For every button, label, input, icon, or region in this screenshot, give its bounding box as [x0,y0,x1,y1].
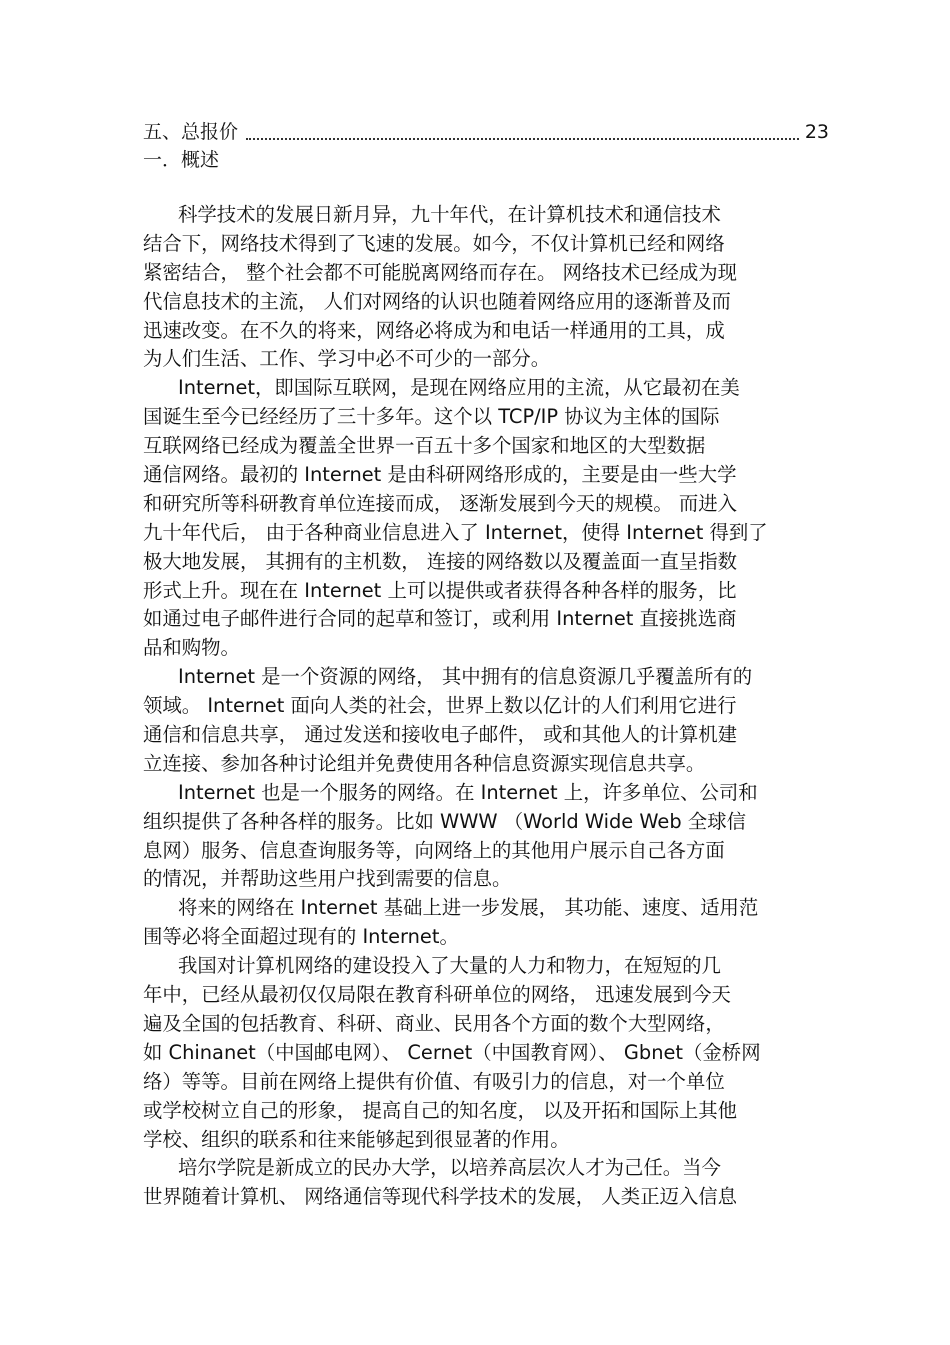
paragraph [143,1154,808,1212]
text-line: 年中，已经从最初仅仅局限在教育科研单位的网络， 迅速发展到今天 [143,983,731,1007]
text-line: 我国对计算机网络的建设投入了大量的人力和物力，在短短的几 [178,954,721,978]
text-line: 组织提供了各种各样的服务。比如 WWW （World Wide Web 全球信 [143,809,746,833]
text-line: 结合下，网络技术得到了飞速的发展。如今，不仅计算机已经和网络 [143,231,725,255]
paragraph [143,952,808,1154]
text-line: 互联网络已经成为覆盖全世界一百五十多个国家和地区的大型数据 [143,434,706,458]
text-line: 国诞生至今已经经历了三十多年。这个以 TCP/IP 协议为主体的国际 [143,405,720,429]
text-line: 为人们生活、工作、学习中必不可少的一部分。 [143,347,551,371]
text-line: 遍及全国的包括教育、科研、商业、民用各个方面的数个大型网络， [143,1011,725,1035]
text-line: 将来的网络在 Internet 基础上进一步发展， 其功能、速度、适用范 [178,896,759,920]
paragraph [143,894,808,952]
text-line: 迅速改变。在不久的将来，网络必将成为和电话一样通用的工具，成 [143,318,725,342]
text-line: Internet，即国际互联网，是现在网络应用的主流，从它最初在美 [178,376,740,400]
toc-entry-label: 五、总报价 [143,121,239,143]
paragraph [143,663,808,779]
section-heading: 一．概述 [143,149,220,171]
text-line: 形式上升。现在在 Internet 上可以提供或者获得各种各样的服务，比 [143,578,737,602]
text-line: 或学校树立自己的形象， 提高自己的知名度， 以及开拓和国际上其他 [143,1098,738,1122]
text-line: 九十年代后， 由于各种商业信息进入了 Internet，使得 Internet 得到了 [143,520,768,544]
text-line: Internet 也是一个服务的网络。在 Internet 上，许多单位、公司和 [178,780,758,804]
text-line: 世界随着计算机、 网络通信等现代科学技术的发展， 人类正迈入信息 [143,1185,738,1209]
text-line: 围等必将全面超过现有的 Internet。 [143,925,459,949]
text-line: 培尔学院是新成立的民办大学，以培养高层次人才为己任。当今 [178,1156,721,1180]
text-line: 学校、组织的联系和往来能够起到很显著的作用。 [143,1127,570,1151]
text-line: 科学技术的发展日新月异，九十年代，在计算机技术和通信技术 [178,203,721,226]
text-line: 极大地发展， 其拥有的主机数， 连接的网络数以及覆盖面一直呈指数 [143,549,738,573]
body-text [143,201,808,1212]
text-line: 如 Chinanet（中国邮电网）、 Cernet（中国教育网）、 Gbnet（金桥网 [143,1040,761,1064]
text-line: 代信息技术的主流， 人们对网络的认识也随着网络应用的逐渐普及而 [143,289,731,313]
paragraph [143,374,808,663]
toc-entry [143,118,829,146]
text-line: 品和购物。 [143,636,240,660]
text-line: 紧密结合， 整个社会都不可能脱离网络而存在。 网络技术已经成为现 [143,260,738,284]
paragraph [143,201,808,374]
toc-dot-leader [246,137,799,140]
text-line: 和研究所等科研教育单位连接而成， 逐渐发展到今天的规模。 而进入 [143,491,738,515]
paragraph [143,779,808,895]
text-line: 领域。 Internet 面向人类的社会，世界上数以亿计的人们利用它进行 [143,694,737,718]
text-line: 的情况，并帮助这些用户找到需要的信息。 [143,867,512,891]
text-line: 通信和信息共享， 通过发送和接收电子邮件， 或和其他人的计算机建 [143,723,738,747]
text-line: 络）等等。目前在网络上提供有价值、有吸引力的信息，对一个单位 [143,1069,725,1093]
text-line: 息网）服务、信息查询服务等，向网络上的其他用户展示自己各方面 [143,838,725,862]
text-line: 立连接、参加各种讨论组并免费使用各种信息资源实现信息共享。 [143,751,706,775]
text-line: Internet 是一个资源的网络， 其中拥有的信息资源几乎覆盖所有的 [178,665,753,689]
toc-entry-page-number: 23 [804,121,829,143]
text-line: 如通过电子邮件进行合同的起草和签订，或利用 Internet 直接挑选商 [143,607,737,631]
text-line: 通信网络。最初的 Internet 是由科研网络形成的，主要是由一些大学 [143,463,737,487]
